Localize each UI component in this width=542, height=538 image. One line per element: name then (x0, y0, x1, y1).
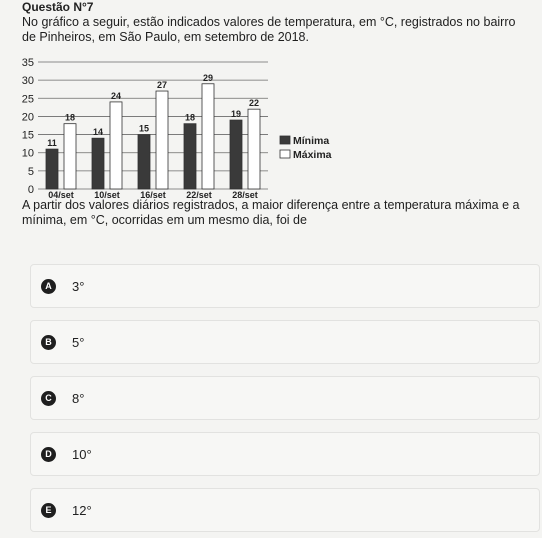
question-number: Questão N°7 (22, 0, 94, 14)
data-label: 18 (184, 112, 196, 123)
option-letter-badge: B (41, 335, 56, 350)
option-b[interactable] (30, 320, 540, 364)
option-text: 8° (72, 390, 85, 406)
x-tick-label: 10/set (94, 190, 120, 198)
bar-maxima (156, 91, 168, 189)
option-e[interactable] (30, 488, 540, 532)
legend-label: Mínima (293, 135, 330, 147)
data-label: 18 (64, 112, 76, 123)
x-tick-label: 28/set (232, 190, 258, 198)
bar-maxima (202, 84, 214, 189)
bar-minima (184, 124, 196, 189)
question-text: A partir dos valores diários registrados, a maior diferença entre a temperatura máxima e a mínima, em °C, ocorridas em um mesmo dia, foi de (22, 198, 520, 227)
bar-maxima (110, 102, 122, 189)
bar-minima (230, 120, 242, 189)
y-tick-label: 25 (21, 93, 34, 106)
bar-minima (92, 138, 104, 189)
y-tick-label: 20 (21, 111, 34, 124)
option-d[interactable] (30, 432, 540, 476)
bar-maxima (248, 109, 260, 189)
y-tick-label: 5 (27, 165, 34, 178)
option-letter-badge: C (41, 391, 56, 406)
bar-minima (138, 135, 150, 189)
option-c[interactable] (30, 376, 540, 420)
intro-text: No gráfico a seguir, estão indicados valores de temperatura, em °C, registrados no bairro de Pinheiros, em São Paulo, em setembro de 2018. (22, 15, 516, 44)
y-tick-label: 0 (27, 184, 34, 196)
y-tick-label: 15 (21, 129, 34, 142)
option-text: 5° (72, 334, 85, 350)
option-letter-badge: A (41, 279, 56, 294)
x-tick-label: 04/set (48, 190, 74, 198)
y-tick-label: 35 (21, 57, 34, 69)
x-tick-label: 22/set (186, 190, 212, 198)
data-label: 19 (230, 109, 242, 120)
bar-minima (46, 149, 58, 189)
y-tick-label: 30 (21, 75, 34, 88)
legend-label: Máxima (293, 149, 332, 161)
legend-swatch (280, 136, 290, 144)
option-text: 3° (72, 278, 85, 294)
data-label: 24 (110, 90, 122, 101)
data-label: 29 (202, 72, 214, 83)
chart-svg (0, 52, 360, 198)
option-text: 10° (72, 446, 92, 462)
data-label: 22 (248, 98, 260, 109)
legend-swatch (280, 150, 290, 158)
x-tick-label: 16/set (140, 190, 166, 198)
option-letter-badge: D (41, 447, 56, 462)
y-tick-label: 10 (21, 147, 34, 160)
data-label: 27 (156, 80, 168, 91)
option-a[interactable] (30, 264, 540, 308)
data-label: 11 (47, 138, 57, 149)
option-text: 12° (72, 502, 92, 518)
option-letter-badge: E (41, 503, 56, 518)
temperature-chart (0, 52, 360, 203)
data-label: 15 (138, 123, 150, 134)
data-label: 14 (92, 127, 104, 138)
bar-maxima (64, 124, 76, 189)
